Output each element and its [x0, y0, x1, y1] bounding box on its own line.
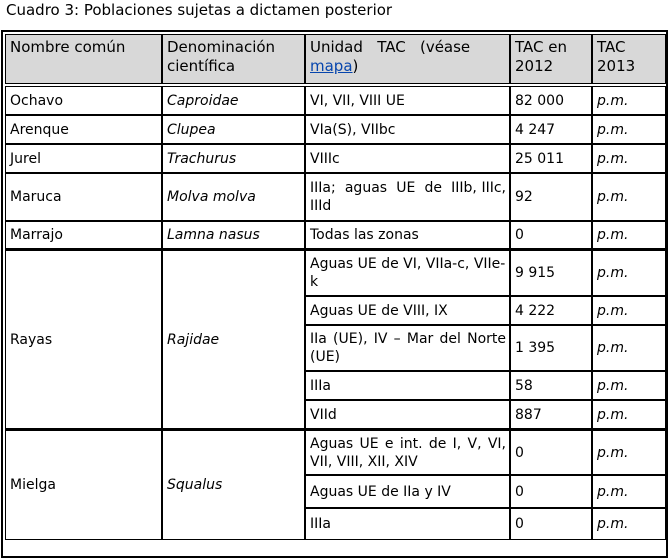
header-scientific-name: Denominación científica — [162, 34, 305, 84]
tac-unit-cell: VIId — [305, 400, 510, 430]
table-row — [5, 221, 666, 250]
tac-2012-cell: 25 011 — [510, 144, 592, 173]
tac-2012-cell: 0 — [510, 508, 592, 540]
tac-2013-cell: p.m. — [592, 430, 666, 475]
tac-unit-cell: VI, VII, VIII UE — [305, 86, 510, 115]
tac-2012-cell: 58 — [510, 371, 592, 400]
table-row — [5, 173, 666, 221]
common-name-cell: Rayas — [5, 250, 162, 430]
scientific-name-cell: Rajidae — [162, 250, 305, 430]
header-tac-unit: Unidad TAC (véase mapa) — [305, 34, 510, 84]
table-row — [5, 250, 666, 296]
common-name-cell: Ochavo — [5, 86, 162, 115]
tac-unit-cell: Aguas UE e int. de I, V, VI, VII, VIII, XII, XIV — [305, 430, 510, 475]
tac-2013-cell: p.m. — [592, 86, 666, 115]
scientific-name-cell: Caproidae — [162, 86, 305, 115]
tac-2012-cell: 92 — [510, 173, 592, 221]
scientific-name-cell: Squalus — [162, 430, 305, 540]
tac-2013-cell: p.m. — [592, 115, 666, 144]
common-name-cell: Marrajo — [5, 221, 162, 250]
tac-2013-cell: p.m. — [592, 144, 666, 173]
tac-2012-cell: 9 915 — [510, 250, 592, 296]
tac-2013-cell: p.m. — [592, 221, 666, 250]
tac-unit-cell: VIa(S), VIIbc — [305, 115, 510, 144]
tac-unit-cell: IIIa — [305, 371, 510, 400]
scientific-name-cell: Molva molva — [162, 173, 305, 221]
tac-unit-cell: Aguas UE de VIII, IX — [305, 296, 510, 325]
tac-2012-cell: 0 — [510, 221, 592, 250]
tac-2012-cell: 82 000 — [510, 86, 592, 115]
table-row — [5, 430, 666, 475]
common-name-cell: Arenque — [5, 115, 162, 144]
table-row — [5, 144, 666, 173]
tac-2013-cell: p.m. — [592, 371, 666, 400]
tac-2012-cell: 4 222 — [510, 296, 592, 325]
tac-2013-cell: p.m. — [592, 400, 666, 430]
scientific-name-cell: Trachurus — [162, 144, 305, 173]
header-tac-2012: TAC en 2012 — [510, 34, 592, 84]
common-name-cell: Jurel — [5, 144, 162, 173]
tac-2012-cell: 887 — [510, 400, 592, 430]
header-tac-2013: TAC 2013 — [592, 34, 666, 84]
map-link[interactable]: mapa — [310, 57, 353, 75]
scientific-name-cell: Lamna nasus — [162, 221, 305, 250]
scientific-name-cell: Clupea — [162, 115, 305, 144]
tac-unit-cell: IIIa; aguas UE de IIIb, IIIc, IIId — [305, 173, 510, 221]
tac-2013-cell: p.m. — [592, 325, 666, 371]
table-row — [5, 86, 666, 115]
common-name-cell: Mielga — [5, 430, 162, 540]
tac-unit-cell: Todas las zonas — [305, 221, 510, 250]
tac-2013-cell: p.m. — [592, 296, 666, 325]
table-caption: Cuadro 3: Poblaciones sujetas a dictamen posterior — [6, 1, 393, 19]
tac-2012-cell: 1 395 — [510, 325, 592, 371]
tac-2013-cell: p.m. — [592, 475, 666, 508]
tac-2012-cell: 4 247 — [510, 115, 592, 144]
species-table — [5, 34, 666, 540]
species-table-frame — [1, 30, 668, 558]
common-name-cell: Maruca — [5, 173, 162, 221]
header-common-name: Nombre común — [5, 34, 162, 84]
tac-unit-cell: IIa (UE), IV – Mar del Norte (UE) — [305, 325, 510, 371]
tac-unit-cell: VIIIc — [305, 144, 510, 173]
tac-2013-cell: p.m. — [592, 250, 666, 296]
tac-2012-cell: 0 — [510, 475, 592, 508]
header-row — [5, 34, 666, 84]
table-row — [5, 115, 666, 144]
tac-2013-cell: p.m. — [592, 173, 666, 221]
tac-2012-cell: 0 — [510, 430, 592, 475]
tac-unit-cell: Aguas UE de IIa y IV — [305, 475, 510, 508]
tac-unit-cell: IIIa — [305, 508, 510, 540]
tac-unit-cell: Aguas UE de VI, VIIa-c, VIIe-k — [305, 250, 510, 296]
tac-2013-cell: p.m. — [592, 508, 666, 540]
